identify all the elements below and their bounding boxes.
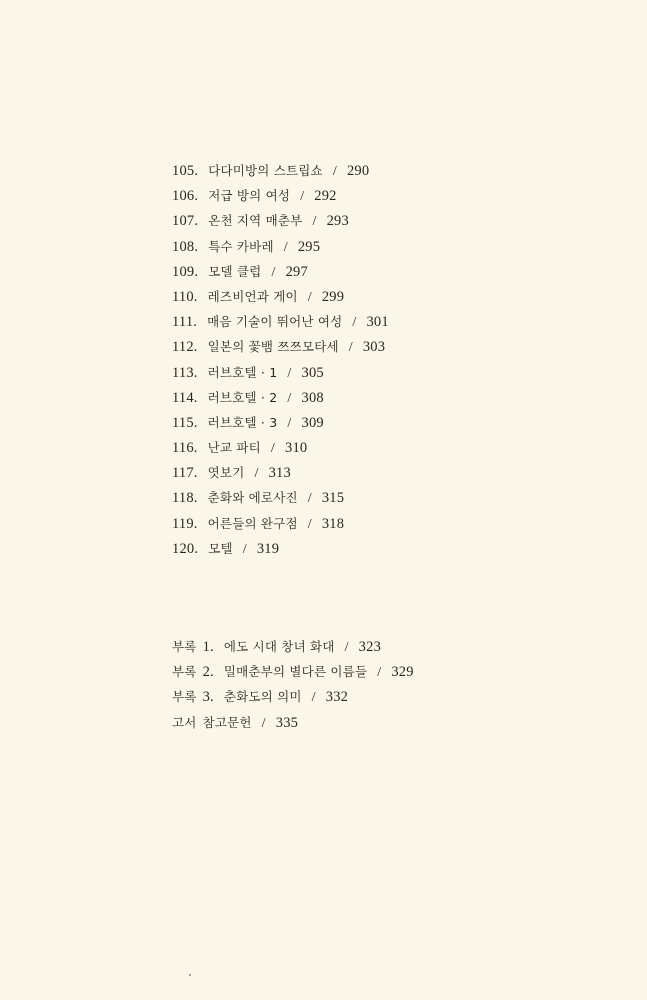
toc-separator: / <box>270 441 276 457</box>
toc-entry-page: 313 <box>268 465 291 482</box>
toc-entry-page: 308 <box>301 389 324 406</box>
toc-separator: / <box>312 214 317 230</box>
toc-entry-number: 119. <box>172 515 198 532</box>
appendix-entry <box>172 634 592 659</box>
toc-entry-title: 모텔 <box>208 540 233 556</box>
toc-entry-title: 난교 파티 <box>207 440 261 456</box>
toc-entry-number: 105. <box>172 163 199 179</box>
toc-entry-number: 113. <box>172 364 198 381</box>
toc-separator: / <box>348 340 353 356</box>
toc-entry-page: 297 <box>285 263 308 280</box>
toc-separator: / <box>307 491 312 507</box>
appendix-page: 335 <box>275 714 299 731</box>
toc-entry-page: 293 <box>326 213 349 230</box>
toc-separator: / <box>287 415 292 431</box>
toc-entry-page: 318 <box>321 515 345 532</box>
toc-entry-number: 117. <box>172 465 198 482</box>
appendix-page: 329 <box>391 664 414 681</box>
toc-entry-page: 292 <box>314 188 337 205</box>
toc-entry-page: 295 <box>297 238 321 255</box>
toc-entry <box>172 208 592 233</box>
appendix-label: 부록 <box>172 639 197 654</box>
toc-entry-title: 모델 클럽 <box>208 263 262 279</box>
toc-entry-number: 118. <box>172 490 198 507</box>
toc-entry-title: 러브호텔 · 3 <box>207 414 278 430</box>
toc-entry-number: 107. <box>172 213 199 230</box>
toc-entry <box>172 284 592 309</box>
toc-entry-page: 303 <box>362 339 386 356</box>
toc-separator: / <box>300 189 305 205</box>
appendix-number: 2. <box>202 664 214 681</box>
toc-separator: / <box>261 715 266 731</box>
toc-entry-number: 112. <box>172 339 198 356</box>
appendix-entry <box>172 684 592 709</box>
toc-entry <box>172 385 592 410</box>
toc-entry-number: 110. <box>172 288 198 305</box>
toc-entry <box>172 360 592 385</box>
toc-separator: / <box>254 466 259 482</box>
toc-entry-number: 120. <box>172 540 199 557</box>
toc-separator: / <box>283 239 288 255</box>
appendix-number: 3. <box>202 689 214 706</box>
page-speck <box>189 974 191 976</box>
toc-entry <box>172 485 592 510</box>
appendix-page: 323 <box>358 639 382 655</box>
toc-entry-number: 116. <box>172 440 198 457</box>
toc-entry-page: 309 <box>301 414 324 431</box>
appendix-entry <box>172 659 592 684</box>
toc-entry <box>172 309 592 334</box>
toc-entry-title: 엿보기 <box>207 465 245 481</box>
toc-entry-number: 108. <box>172 238 199 255</box>
appendix-number: 1. <box>202 639 214 655</box>
toc-entry-title: 레즈비언과 게이 <box>207 288 298 304</box>
appendix-label: 부록 <box>172 664 197 680</box>
toc-entry-page: 319 <box>256 540 280 557</box>
toc-entry-number: 115. <box>172 414 198 431</box>
toc-entry <box>172 536 592 561</box>
appendix-entry <box>172 710 592 735</box>
toc-entry-number: 109. <box>172 263 199 280</box>
toc-separator: / <box>271 264 276 280</box>
toc-entry <box>172 511 592 536</box>
toc-separator: / <box>344 640 349 655</box>
toc-entry-page: 299 <box>321 288 345 305</box>
toc-separator: / <box>377 665 382 681</box>
toc-entry-page: 305 <box>301 364 324 381</box>
appendix-list <box>172 634 592 735</box>
toc-entry-page: 310 <box>285 440 308 457</box>
toc-separator: / <box>242 541 247 557</box>
toc-entry-title: 러브호텔 · 1 <box>207 364 278 380</box>
toc-entry <box>172 435 592 460</box>
toc-separator: / <box>287 365 292 381</box>
toc-entry-title: 일본의 꽃뱀 쯔쯔모타세 <box>207 339 339 355</box>
toc-entry-title: 온천 지역 매춘부 <box>208 213 303 229</box>
toc-entry-page: 315 <box>321 490 345 507</box>
toc-entry-title: 춘화와 에로사진 <box>207 490 298 506</box>
appendix-label: 부록 <box>172 689 197 705</box>
appendix-title: 참고문헌 <box>202 714 252 730</box>
toc-entry-title: 매음 기술이 뛰어난 여성 <box>207 314 343 330</box>
toc-entry-number: 114. <box>172 389 198 406</box>
toc-entry <box>172 259 592 284</box>
toc-entry-number: 106. <box>172 188 199 205</box>
table-of-contents <box>172 158 592 561</box>
toc-separator: / <box>307 516 312 532</box>
toc-entry-title: 다다미방의 스트립쇼 <box>208 163 323 178</box>
toc-entry-title: 저급 방의 여성 <box>208 188 291 204</box>
toc-separator: / <box>311 690 316 706</box>
toc-entry <box>172 334 592 359</box>
toc-entry <box>172 158 592 183</box>
toc-entry-page: 301 <box>366 314 389 331</box>
toc-entry-title: 특수 카바레 <box>208 238 274 254</box>
appendix-title: 에도 시대 창녀 화대 <box>223 639 335 654</box>
toc-separator: / <box>307 289 312 305</box>
toc-entry-number: 111. <box>172 314 198 331</box>
toc-entry-title: 어른들의 완구점 <box>207 515 298 531</box>
appendix-page: 332 <box>325 689 349 706</box>
toc-entry-title: 러브호텔 · 2 <box>207 389 278 405</box>
toc-entry-page: 290 <box>346 163 370 179</box>
toc-separator: / <box>287 390 292 406</box>
appendix-title: 밀매춘부의 별다른 이름들 <box>223 664 368 680</box>
toc-separator: / <box>332 164 337 179</box>
toc-separator: / <box>352 315 357 331</box>
toc-entry <box>172 183 592 208</box>
toc-entry <box>172 460 592 485</box>
appendix-label: 고서 <box>172 714 197 730</box>
toc-entry <box>172 234 592 259</box>
toc-entry <box>172 410 592 435</box>
appendix-title: 춘화도의 의미 <box>223 689 302 705</box>
